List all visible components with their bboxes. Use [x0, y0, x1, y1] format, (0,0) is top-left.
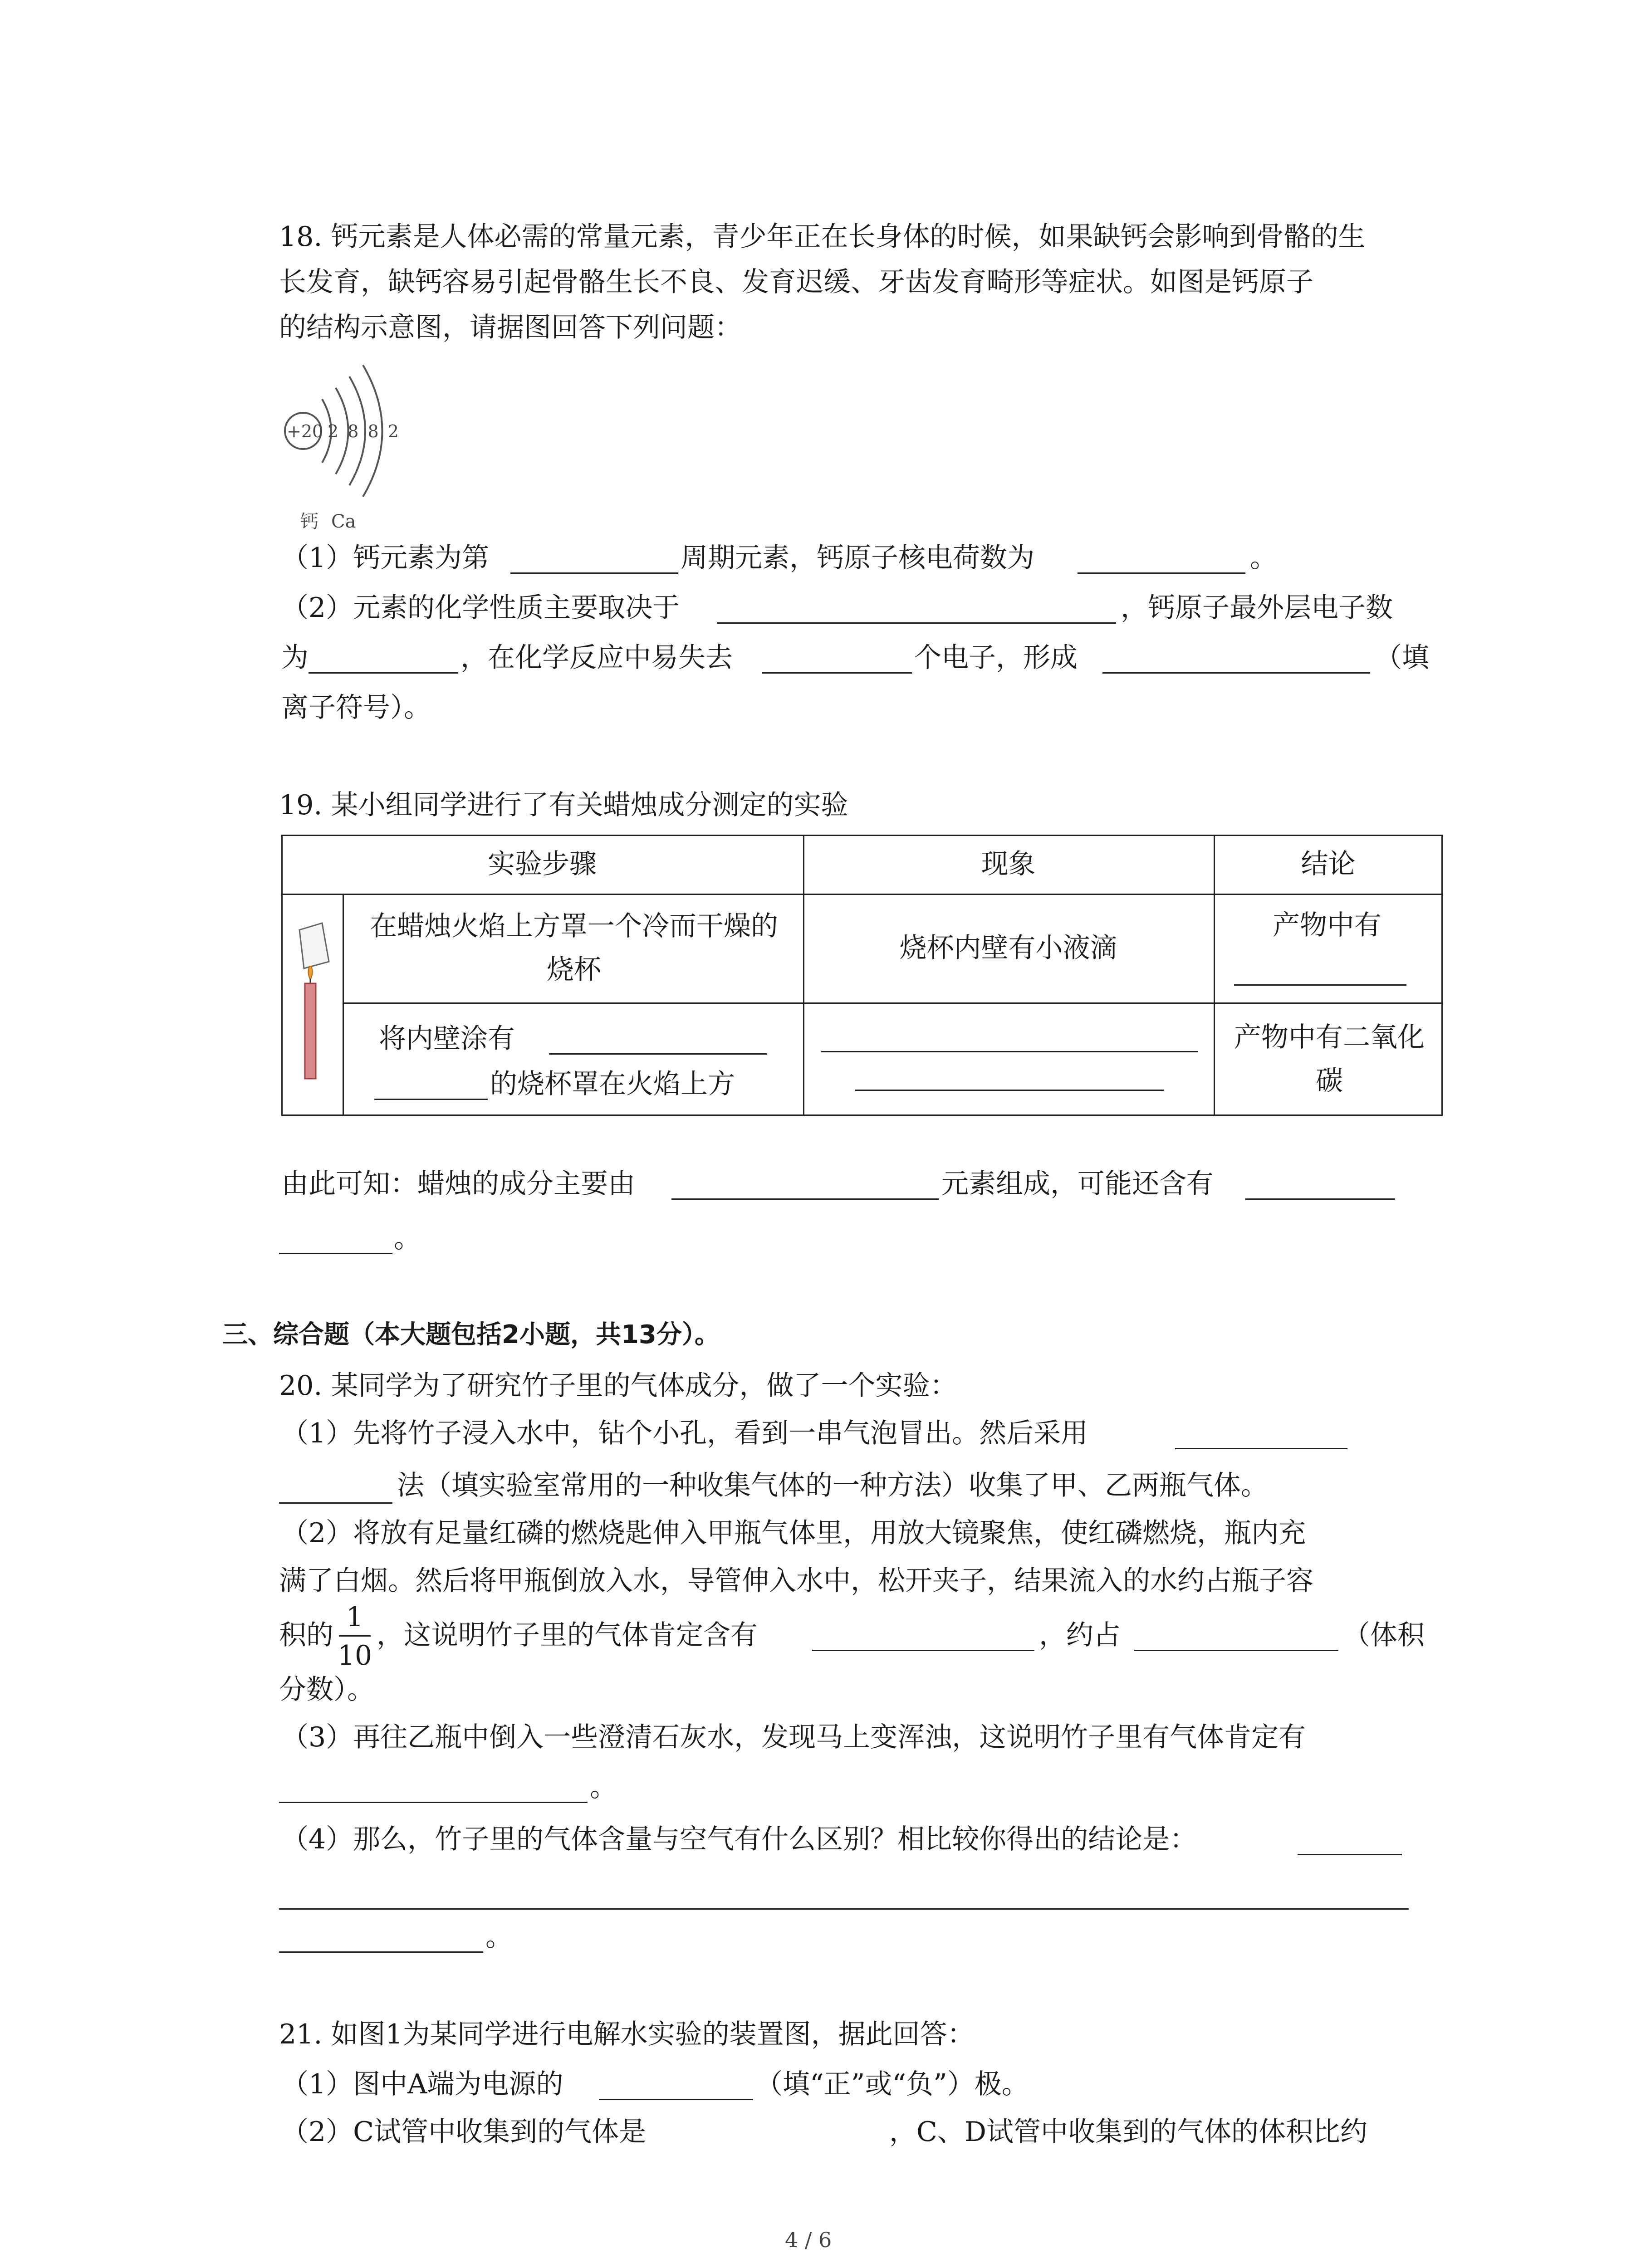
q20-part-1-text-b: 法（填实验室常用的一种收集气体的一种方法）收集了甲、乙两瓶气体。 [397, 1470, 1268, 1501]
q18-part-3-text-d: （填 [1375, 642, 1429, 674]
q20-part-2-line-3a: 积的 [279, 1619, 333, 1651]
q18-line-2: 长发育，缺钙容易引起骨骼生长不良、发育迟缓、牙齿发育畸形等症状。如图是钙原子 [279, 266, 1313, 298]
q21-part-1-text-a: （1）图中A端为电源的 [281, 2068, 563, 2100]
q20-part-2-line-3c: ，约占 [1039, 1619, 1121, 1651]
atom-shells-drawing [272, 354, 408, 535]
electron-shells: 2 8 8 2 [328, 421, 401, 441]
candle-beaker-illustration [290, 921, 336, 1084]
fraction-numerator: 1 [346, 1601, 364, 1633]
q21-part-1-text-b: （填“正”或“负”）极。 [755, 2068, 1029, 2100]
fraction-denominator: 10 [337, 1640, 372, 1672]
q20-answer-conclusion-a[interactable] [1298, 1854, 1402, 1855]
q20-answer-conclusion-c[interactable] [279, 1951, 483, 1953]
header-phenomenon: 现象 [981, 848, 1036, 880]
row1-step: 在蜡烛火焰上方罩一个冷而干燥的烧杯 [370, 910, 778, 986]
q20-part-2-line-4: 分数）。 [279, 1674, 374, 1706]
q19-conclusion-text-b: 元素组成，可能还含有 [941, 1168, 1214, 1200]
q19-answer-elements[interactable] [671, 1198, 939, 1200]
q18-answer-property-determinant[interactable] [717, 622, 1116, 624]
q18-line-3: 的结构示意图，请据图回答下列问题： [279, 312, 742, 343]
q18-part-1-text-a: （1）钙元素为第 [281, 542, 490, 574]
q20-part-2-line-1: （2）将放有足量红磷的燃烧匙伸入甲瓶气体里，用放大镜聚焦，使红磷燃烧，瓶内充 [281, 1517, 1306, 1549]
q18-part-2-text-b: ，钙原子最外层电子数 [1121, 592, 1393, 624]
q18-part-4-text: 离子符号）。 [281, 692, 431, 723]
row2-conclusion: 产物中有二氧化碳 [1234, 1022, 1425, 1097]
q20-part-4-end: 。 [485, 1921, 513, 1953]
q20-part-3-text: （3）再往乙瓶中倒入一些澄清石灰水，发现马上变浑浊，这说明竹子里有气体肯定有 [281, 1721, 1306, 1753]
q20-part-2-line-2: 满了白烟。然后将甲瓶倒放入水，导管伸入水中，松开夹子，结果流入的水约占瓶子容 [279, 1565, 1313, 1597]
q20-answer-conclusion-b[interactable] [279, 1908, 1409, 1910]
q18-part-1-text-c: 。 [1250, 542, 1277, 574]
header-conclusion: 结论 [1301, 848, 1356, 880]
row2-reagent-answer-a[interactable] [549, 1053, 767, 1055]
q19-answer-other-element-a[interactable] [1245, 1198, 1395, 1200]
beaker-and-candle-icon [290, 921, 336, 1084]
row1-conclusion-answer[interactable] [1234, 984, 1406, 986]
q20-part-1-text-a: （1）先将竹子浸入水中，钻个小孔，看到一串气泡冒出。然后采用 [281, 1418, 1088, 1449]
q18-part-2-text-a: （2）元素的化学性质主要取决于 [281, 592, 680, 624]
q19-title: 19. 某小组同学进行了有关蜡烛成分测定的实验 [279, 789, 848, 821]
nucleus-charge: +20 [287, 421, 323, 441]
q18-answer-electrons-lost[interactable] [762, 672, 912, 674]
section-3-title: 三、综合题（本大题包括2小题，共13分）。 [222, 1320, 720, 1349]
row2-step-text-a: 将内壁涂有 [379, 1023, 515, 1055]
q18-answer-nuclear-charge[interactable] [1078, 572, 1245, 574]
q19-conclusion-end: 。 [394, 1222, 421, 1254]
q20-answer-volume-fraction[interactable] [1134, 1650, 1338, 1651]
q20-answer-gas-contained[interactable] [812, 1650, 1034, 1651]
q18-answer-ion-symbol[interactable] [1102, 672, 1370, 674]
row2-phenomenon-answer-a[interactable] [821, 1051, 1198, 1052]
fraction-one-tenth [337, 1603, 373, 1672]
row2-reagent-answer-b[interactable] [374, 1099, 488, 1100]
q21-part-2-text-a: （2）C试管中收集到的气体是 [281, 2116, 647, 2148]
q18-answer-period[interactable] [510, 572, 678, 574]
q18-part-3-text-c: 个电子，形成 [914, 642, 1078, 674]
q21-part-2-text-b: ，C、D试管中收集到的气体的体积比约 [889, 2116, 1368, 2148]
q20-part-2-line-3b: ，这说明竹子里的气体肯定含有 [377, 1619, 758, 1651]
q20-answer-collection-method-a[interactable] [1175, 1448, 1347, 1449]
q18-answer-outer-electrons[interactable] [309, 672, 458, 674]
q20-part-2-line-3d: （体积 [1343, 1619, 1425, 1651]
element-symbol: Ca [331, 511, 356, 532]
page-number: 4 / 6 [785, 2228, 832, 2252]
row1-phenomenon: 烧杯内壁有小液滴 [899, 932, 1117, 964]
q18-part-3-text-b: ，在化学反应中易失去 [460, 642, 733, 674]
q20-answer-lime-water-gas[interactable] [279, 1802, 588, 1803]
q21-answer-electrode[interactable] [599, 2099, 753, 2100]
q20-part-4-text: （4）那么，竹子里的气体含量与空气有什么区别？相比较你得出的结论是： [281, 1823, 1197, 1855]
calcium-atom-diagram [272, 354, 408, 535]
q20-answer-collection-method-b[interactable] [279, 1502, 392, 1504]
q21-title: 21. 如图1为某同学进行电解水实验的装置图，据此回答： [279, 2019, 975, 2050]
q18-line-1: 18. 钙元素是人体必需的常量元素，青少年正在长身体的时候，如果缺钙会影响到骨骼的生 [279, 221, 1366, 253]
q20-title: 20. 某同学为了研究竹子里的气体成分，做了一个实验： [279, 1370, 957, 1402]
q19-answer-other-element-b[interactable] [279, 1253, 392, 1254]
element-name: 钙 [300, 511, 318, 532]
q18-part-3-text-a: 为 [281, 642, 309, 674]
experiment-table [281, 835, 1443, 1116]
q19-conclusion-text-a: 由此可知：蜡烛的成分主要由 [281, 1168, 635, 1200]
row2-phenomenon-answer-b[interactable] [855, 1090, 1164, 1091]
q20-part-3-end: 。 [590, 1771, 617, 1803]
row2-step-text-b: 的烧杯罩在火焰上方 [490, 1068, 735, 1100]
q18-part-1-text-b: 周期元素，钙原子核电荷数为 [681, 542, 1034, 574]
row1-conclusion-text: 产物中有 [1273, 909, 1381, 941]
header-steps: 实验步骤 [488, 848, 597, 880]
